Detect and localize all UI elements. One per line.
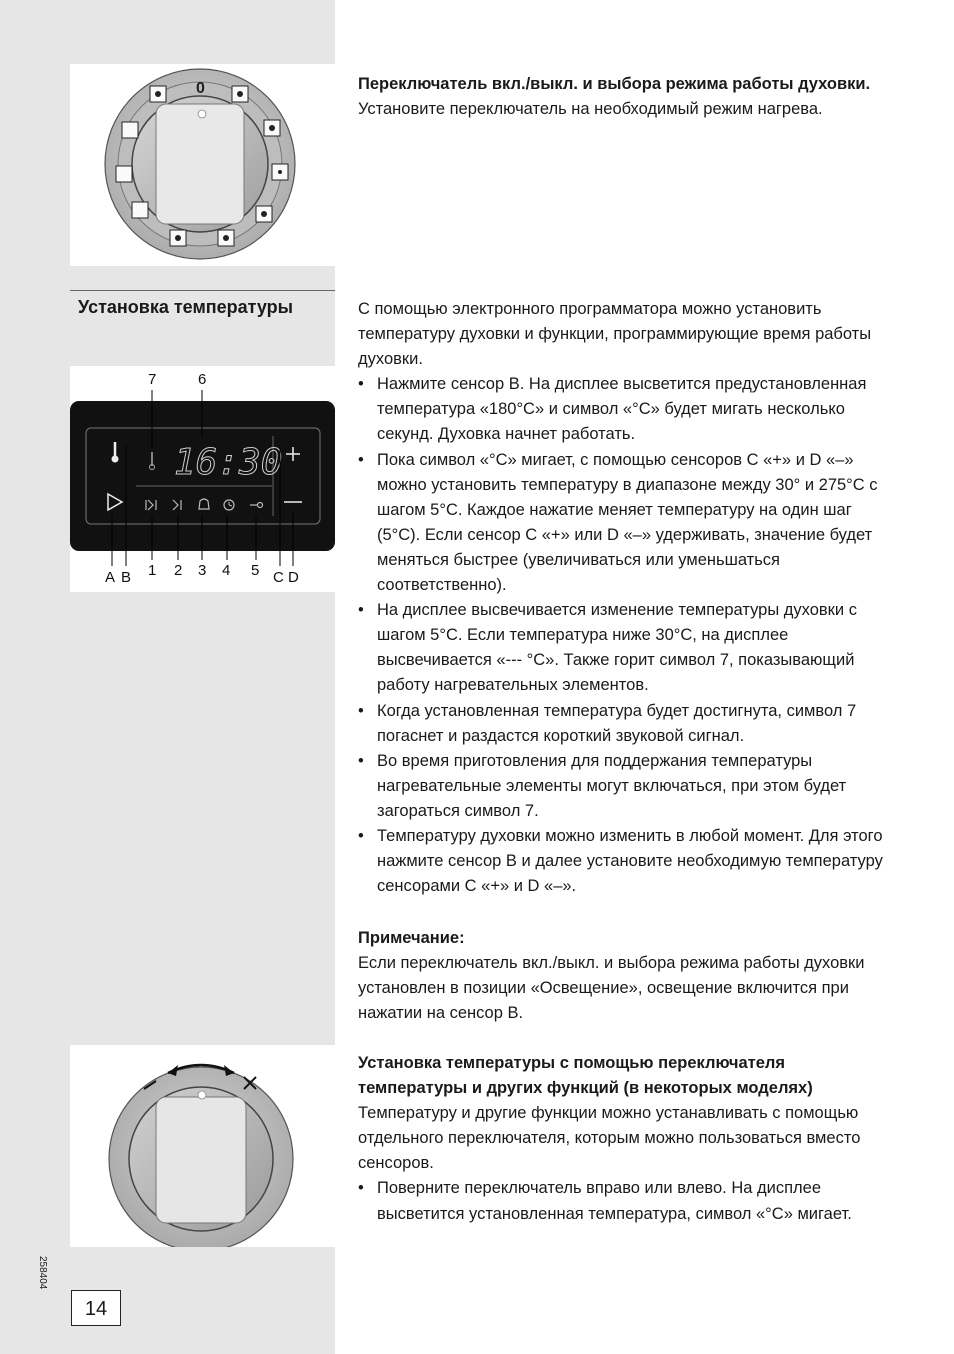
programmer-panel (70, 366, 335, 592)
callout-7: 7 (148, 371, 157, 388)
callout-4: 4 (222, 562, 231, 579)
temperature-text (358, 297, 898, 899)
list-item: • Во время приготовления для поддержания температуры нагревательные элементы могут включаться, при этом будет загораться символ 7. (358, 749, 898, 824)
callout-6: 6 (198, 371, 207, 388)
temperature-intro: С помощью электронного программатора можно установить температуру духовки и функции, программирующие время работы духовки. (358, 300, 872, 369)
list-item: • Пока символ «°C» мигает, с помощью сенсоров C «+» и D «–» можно установить температуру в диапазоне между 30° и 275°C с шагом 5°C. Каждое нажатие меняет температуру на один шаг (5°C). Если сенсор C «+» или D «–» удерживать, значение будет меняться быстрее (увеличиваться или уменьшаться соответственно). (358, 448, 898, 599)
list-item: • Когда установленная температура будет достигнута, символ 7 погаснет и раздастся короткий звуковой сигнал. (358, 699, 898, 749)
temperature-bullets (358, 372, 898, 899)
callout-b: B (121, 569, 132, 586)
temperature-knob-illustration (70, 1045, 335, 1247)
mode-dial-illustration (70, 64, 335, 266)
knob-section-text (358, 1051, 898, 1227)
oven-mode-icon (116, 166, 132, 182)
list-item: • Поверните переключатель вправо или влево. На дисплее высветится установленная температура, символ «°C» мигает. (358, 1176, 898, 1226)
knob-section-bullets (358, 1176, 898, 1226)
mode-switch-text (358, 72, 898, 122)
callout-a: A (105, 569, 116, 586)
temperature-knob-panel (70, 1045, 335, 1247)
section-divider (70, 290, 335, 291)
list-item: • На дисплее высвечивается изменение температуры духовки с шагом 5°C. Если температура ниже 30°C, на дисплее высвечивается «--- °C». Также горит символ 7, показывающий работу нагревательных элементов. (358, 598, 898, 698)
note-block (358, 926, 898, 1026)
light-icon (122, 122, 138, 138)
document-code: 258404 (37, 1256, 48, 1290)
knob-section-intro: Температуру и другие функции можно устанавливать с помощью отдельного переключателя, которым можно пользоваться вместо сенсоров. (358, 1104, 861, 1173)
list-item: • Температуру духовки можно изменить в любой момент. Для этого нажмите сенсор B и далее установите необходимую температуру сенсорами C «+» и D «–». (358, 824, 898, 899)
display-time: 16:30 (174, 442, 283, 483)
callout-c: C (273, 569, 284, 586)
page-number: 14 (71, 1290, 121, 1326)
callout-3: 3 (198, 562, 207, 579)
mode-switch-heading: Переключатель вкл./выкл. и выбора режима работы духовки. (358, 75, 871, 93)
dial-zero-label: 0 (196, 80, 205, 97)
programmer-illustration (70, 366, 335, 592)
note-title: Примечание: (358, 929, 465, 947)
callout-d: D (288, 569, 299, 586)
mode-switch-description: Установите переключатель на необходимый режим нагрева. (358, 100, 823, 119)
knob-section-heading: Установка температуры с помощью переключателя температуры и других функций (в некоторых моделях) (358, 1054, 813, 1098)
oven-mode-icon (132, 202, 148, 218)
callout-5: 5 (251, 562, 260, 579)
note-text: Если переключатель вкл./выкл. и выбора режима работы духовки установлен в позиции «Освещение», освещение включится при нажатии на сенсор B. (358, 954, 865, 1023)
section-title-temperature: Установка температуры (78, 297, 294, 317)
callout-2: 2 (174, 562, 183, 579)
callout-1: 1 (148, 562, 157, 579)
list-item: • Нажмите сенсор B. На дисплее высветится предустановленная температура «180°C» и символ «°C» будет мигать несколько секунд. Духовка начнет работать. (358, 372, 898, 447)
mode-dial-panel (70, 64, 335, 266)
